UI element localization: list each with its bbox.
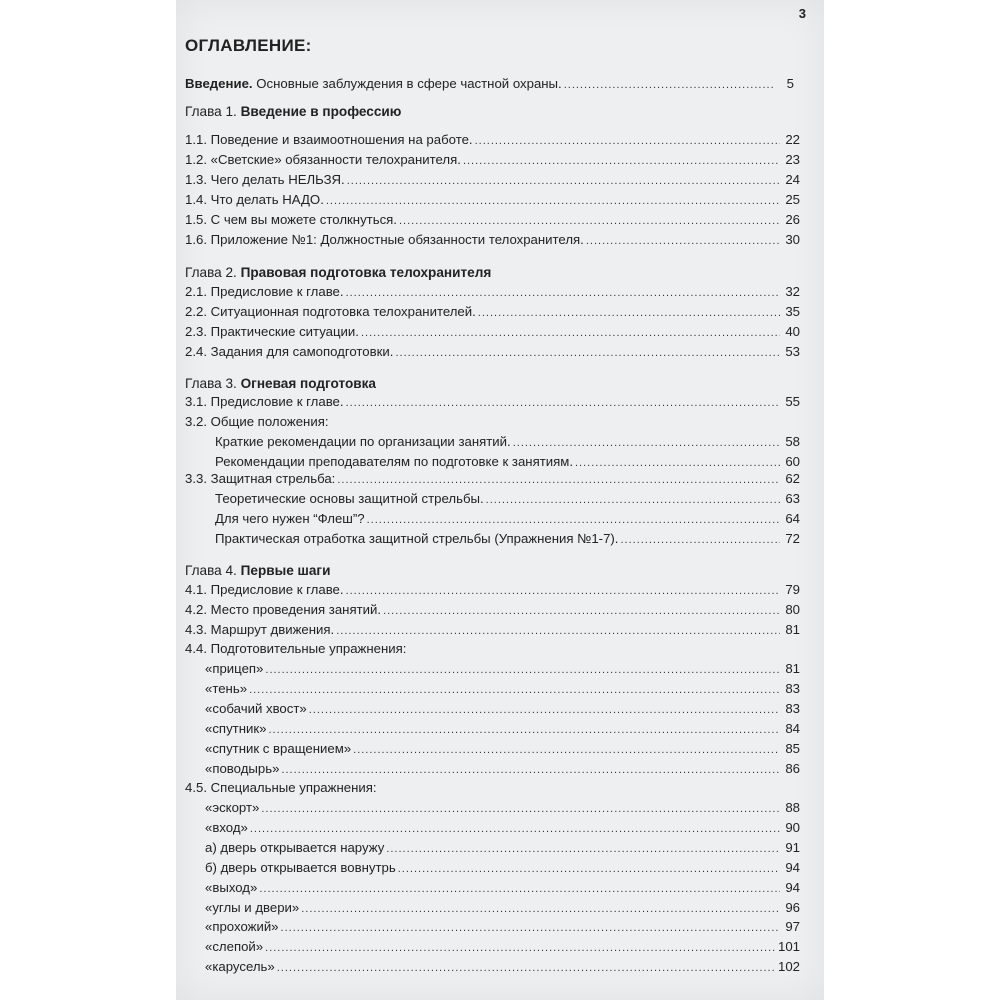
chapter-title: Правовая подготовка телохранителя xyxy=(240,265,492,280)
toc-entry-page: 23 xyxy=(785,152,800,167)
dot-leader xyxy=(398,860,780,878)
toc-entry-page: 81 xyxy=(785,622,800,637)
toc-intro-page: 5 xyxy=(786,76,794,91)
toc-subentry xyxy=(205,938,800,956)
dot-leader xyxy=(586,232,780,250)
chapter-heading xyxy=(185,103,800,121)
toc-subentry xyxy=(205,760,800,778)
dot-leader xyxy=(249,681,780,699)
toc-subentry xyxy=(205,740,800,758)
toc-entry xyxy=(185,231,800,249)
toc-entry xyxy=(185,621,800,639)
toc-entry-text: Теоретические основы защитной стрельбы. xyxy=(215,491,484,506)
dot-leader xyxy=(386,840,780,858)
toc-entry-text: 2.1. Предисловие к главе. xyxy=(185,284,344,299)
dot-leader xyxy=(265,661,780,679)
toc-subentry xyxy=(215,490,800,508)
toc-entry-page: 64 xyxy=(785,511,800,526)
book-page xyxy=(176,0,824,1000)
toc-subentry xyxy=(205,859,800,877)
toc-entry-page: 30 xyxy=(785,232,800,247)
toc-entry-text: Краткие рекомендации по организации занятий. xyxy=(215,434,511,449)
toc-entry-page: 60 xyxy=(785,454,800,469)
toc-entry xyxy=(185,283,800,301)
toc-subentry xyxy=(205,660,800,678)
toc-entry-page: 83 xyxy=(785,701,800,716)
toc-subentry xyxy=(215,453,800,471)
toc-entry-page: 32 xyxy=(785,284,800,299)
chapter-prefix: Глава 3. xyxy=(185,376,241,391)
toc-subentry xyxy=(205,879,800,897)
toc-entry-page: 53 xyxy=(785,344,800,359)
toc-entry-page: 26 xyxy=(785,212,800,227)
toc-entry-page: 35 xyxy=(785,304,800,319)
dot-leader xyxy=(326,192,780,210)
toc-entry-page: 79 xyxy=(785,582,800,597)
toc-entry-text: «слепой» xyxy=(205,939,264,954)
toc-subentry xyxy=(205,799,800,817)
toc-subentry xyxy=(205,700,800,718)
toc-entry xyxy=(185,343,800,361)
toc-entry-text: «вход» xyxy=(205,820,248,835)
dot-leader xyxy=(564,76,774,94)
toc-entry-text: «спутник с вращением» xyxy=(205,741,352,756)
dot-leader xyxy=(301,900,780,918)
toc-entry-text: 2.3. Практические ситуации. xyxy=(185,324,359,339)
toc-entry xyxy=(185,640,800,658)
toc-entry-page: 81 xyxy=(785,661,800,676)
toc-entry xyxy=(185,779,800,797)
toc-entry-text: 2.4. Задания для самоподготовки. xyxy=(185,344,394,359)
toc-entry-page: 63 xyxy=(785,491,800,506)
toc-subentry xyxy=(215,530,800,548)
toc-entry-text: 1.5. С чем вы можете столкнуться. xyxy=(185,212,397,227)
toc-subentry xyxy=(205,819,800,837)
toc-entry xyxy=(185,131,800,149)
toc-entry-page: 62 xyxy=(785,471,800,486)
toc-entry-text: 1.3. Чего делать НЕЛЬЗЯ. xyxy=(185,172,345,187)
toc-entry-text: 1.2. «Светские» обязанности телохранителя. xyxy=(185,152,461,167)
toc-entry-page: 40 xyxy=(785,324,800,339)
dot-leader xyxy=(347,172,780,190)
toc-subentry xyxy=(205,918,800,936)
toc-subentry xyxy=(205,680,800,698)
dot-leader xyxy=(281,919,780,937)
toc-entry-text: 4.3. Маршрут движения. xyxy=(185,622,335,637)
chapter-prefix: Глава 4. xyxy=(185,563,241,578)
dot-leader xyxy=(463,152,780,170)
dot-leader xyxy=(261,800,780,818)
toc-entry xyxy=(185,393,800,411)
toc-entry-text: Для чего нужен “Флеш”? xyxy=(215,511,365,526)
toc-entry-text: Рекомендации преподавателям по подготовке к занятиям. xyxy=(215,454,573,469)
toc-entry-text: 4.5. Специальные упражнения: xyxy=(185,780,377,795)
toc-entry xyxy=(185,171,800,189)
toc-subentry xyxy=(205,958,800,976)
toc-entry-text: 3.2. Общие положения: xyxy=(185,414,329,429)
toc-entry-text: а) дверь открывается наружу xyxy=(205,840,385,855)
dot-leader xyxy=(309,701,780,719)
dot-leader xyxy=(268,721,780,739)
toc-entry-text: 4.1. Предисловие к главе. xyxy=(185,582,344,597)
toc-entry xyxy=(185,470,800,488)
toc-subentry xyxy=(215,510,800,528)
dot-leader xyxy=(395,344,780,362)
dot-leader xyxy=(281,761,780,779)
toc-entry-text: «выход» xyxy=(205,880,258,895)
dot-leader xyxy=(346,284,780,302)
toc-entry-page: 55 xyxy=(785,394,800,409)
toc-entry-page: 83 xyxy=(785,681,800,696)
toc-entry xyxy=(185,581,800,599)
toc-entry-text: «прицеп» xyxy=(205,661,264,676)
toc-entry-page: 85 xyxy=(785,741,800,756)
toc-entry-page: 72 xyxy=(785,531,800,546)
chapter-title: Первые шаги xyxy=(240,563,331,578)
toc-entry xyxy=(185,151,800,169)
toc-intro-row xyxy=(185,75,794,93)
dot-leader xyxy=(250,820,780,838)
dot-leader xyxy=(399,212,780,230)
dot-leader xyxy=(513,434,780,452)
toc-entry-text: «поводырь» xyxy=(205,761,280,776)
dot-leader xyxy=(383,602,780,620)
dot-leader xyxy=(265,939,776,957)
toc-entry xyxy=(185,601,800,619)
chapter-heading-text xyxy=(185,562,330,580)
chapter-heading xyxy=(185,562,800,580)
toc-entry-text: 4.2. Место проведения занятий. xyxy=(185,602,382,617)
toc-entry-text: Практическая отработка защитной стрельбы (Упражнения №1-7). xyxy=(215,531,619,546)
chapter-heading xyxy=(185,375,800,393)
dot-leader xyxy=(486,491,780,509)
dot-leader xyxy=(336,622,780,640)
toc-entry-page: 25 xyxy=(785,192,800,207)
table-of-contents xyxy=(176,0,824,1000)
chapter-heading-text xyxy=(185,103,401,121)
toc-subentry xyxy=(205,839,800,857)
chapter-prefix: Глава 2. xyxy=(185,265,241,280)
chapter-heading xyxy=(185,264,800,282)
toc-entry-page: 90 xyxy=(785,820,800,835)
dot-leader xyxy=(259,880,780,898)
dot-leader xyxy=(478,304,780,322)
dot-leader xyxy=(346,582,780,600)
toc-entry-page: 101 xyxy=(777,939,800,954)
toc-intro-rest: Основные заблуждения в сфере частной охраны. xyxy=(252,76,562,91)
toc-entry xyxy=(185,303,800,321)
toc-entry xyxy=(185,413,800,431)
chapter-title: Введение в профессию xyxy=(240,104,402,119)
toc-entry-text: «эскорт» xyxy=(205,800,260,815)
toc-entry-text: «прохожий» xyxy=(205,919,279,934)
dot-leader xyxy=(277,959,776,977)
toc-entry-text: «собачий хвост» xyxy=(205,701,307,716)
toc-entry xyxy=(185,191,800,209)
toc-entry-text: «спутник» xyxy=(205,721,267,736)
toc-entry-text: 1.4. Что делать НАДО. xyxy=(185,192,324,207)
toc-entry-page: 22 xyxy=(785,132,800,147)
toc-entry-page: 80 xyxy=(785,602,800,617)
toc-entry-page: 102 xyxy=(777,959,800,974)
toc-entry-page: 86 xyxy=(785,761,800,776)
dot-leader xyxy=(367,511,780,529)
toc-subentry xyxy=(205,899,800,917)
toc-subentry xyxy=(205,720,800,738)
toc-entry xyxy=(185,323,800,341)
toc-intro-text xyxy=(185,75,562,93)
toc-entry-page: 84 xyxy=(785,721,800,736)
toc-entry-page: 97 xyxy=(785,919,800,934)
toc-entry-text: «тень» xyxy=(205,681,248,696)
toc-intro-bold: Введение. xyxy=(185,76,253,91)
toc-entry-text: 1.6. Приложение №1: Должностные обязанности телохранителя. xyxy=(185,232,584,247)
dot-leader xyxy=(620,531,780,549)
toc-entry-text: «углы и двери» xyxy=(205,900,300,915)
toc-entry-page: 24 xyxy=(785,172,800,187)
toc-entry-text: «карусель» xyxy=(205,959,275,974)
toc-entry xyxy=(185,211,800,229)
dot-leader xyxy=(346,394,780,412)
dot-leader xyxy=(353,741,780,759)
toc-entry-text: 3.1. Предисловие к главе. xyxy=(185,394,344,409)
toc-entry-page: 88 xyxy=(785,800,800,815)
toc-entry-text: б) дверь открывается вовнутрь xyxy=(205,860,396,875)
toc-title: ОГЛАВЛЕНИЕ: xyxy=(185,36,312,55)
chapter-prefix: Глава 1. xyxy=(185,104,241,119)
dot-leader xyxy=(475,132,780,150)
dot-leader xyxy=(337,471,780,489)
chapter-heading-text xyxy=(185,264,491,282)
toc-entry-page: 96 xyxy=(785,900,800,915)
toc-entry-page: 94 xyxy=(785,880,800,895)
toc-entry-page: 58 xyxy=(785,434,800,449)
toc-subentry xyxy=(215,433,800,451)
chapter-heading-text xyxy=(185,375,376,393)
dot-leader xyxy=(361,324,780,342)
page-number: 3 xyxy=(798,6,806,21)
toc-entry-page: 94 xyxy=(785,860,800,875)
toc-entry-text: 2.2. Ситуационная подготовка телохранителей. xyxy=(185,304,476,319)
toc-entry-page: 91 xyxy=(785,840,800,855)
toc-entry-text: 4.4. Подготовительные упражнения: xyxy=(185,641,407,656)
toc-entry-text: 1.1. Поведение и взаимоотношения на работе. xyxy=(185,132,473,147)
chapter-title: Огневая подготовка xyxy=(240,376,376,391)
toc-entry-text: 3.3. Защитная стрельба: xyxy=(185,471,336,486)
